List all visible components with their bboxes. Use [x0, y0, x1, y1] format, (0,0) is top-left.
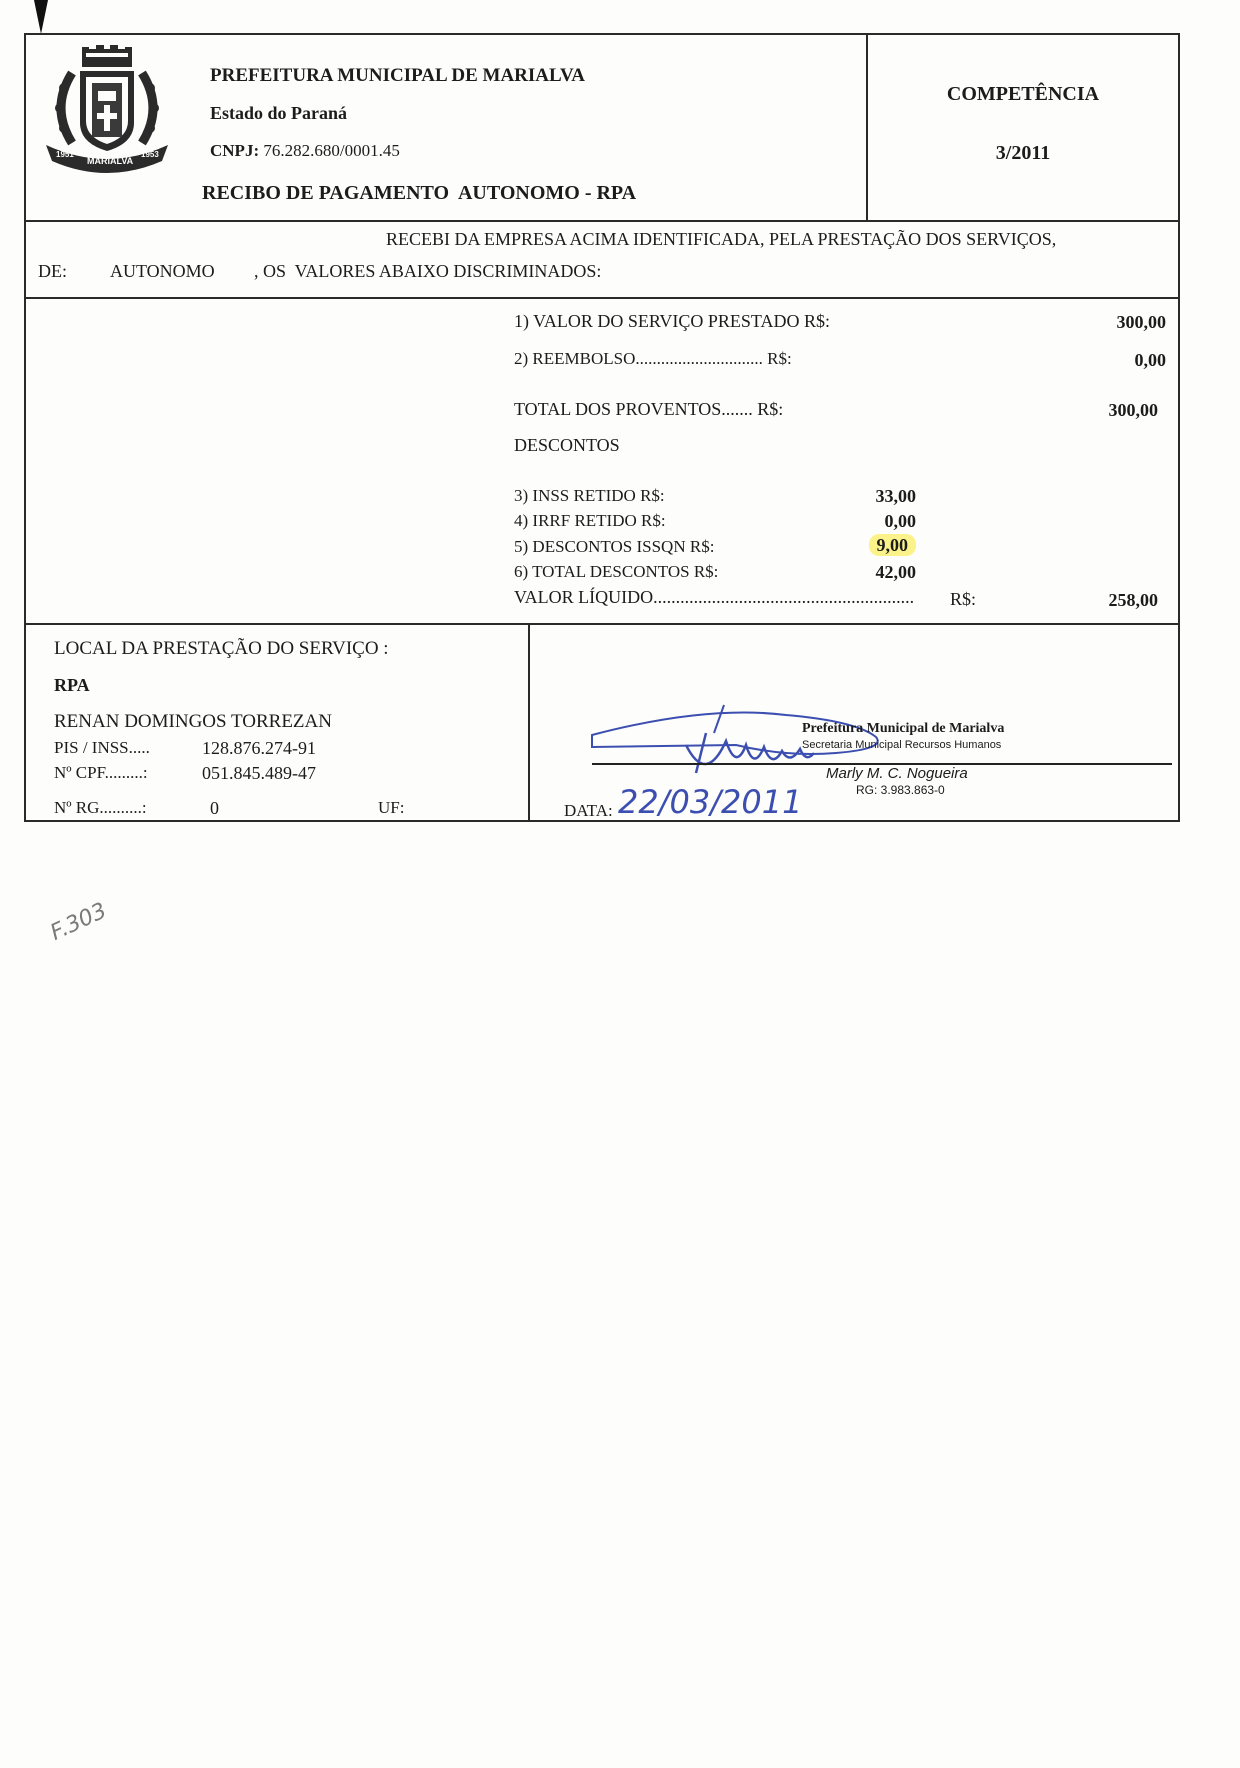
- issqn-label: 5) DESCONTOS ISSQN R$:: [514, 537, 715, 556]
- total-descontos-label: 6) TOTAL DESCONTOS R$:: [514, 562, 719, 581]
- data-value: 22/03/2011: [618, 783, 803, 821]
- liquido-label: VALOR LÍQUIDO..........................................................: [514, 587, 915, 607]
- municipal-coat-of-arms-icon: [42, 43, 172, 173]
- scan-mark: [34, 0, 48, 34]
- provider-divider: [528, 623, 530, 821]
- local-label: LOCAL DA PRESTAÇÃO DO SERVIÇO :: [54, 638, 389, 659]
- stamp-line-1: Prefeitura Municipal de Marialva: [802, 721, 1005, 736]
- issqn-value-wrap: [786, 535, 916, 556]
- total-proventos-label: TOTAL DOS PROVENTOS....... R$:: [514, 399, 784, 419]
- irrf-label: 4) IRRF RETIDO R$:: [514, 511, 666, 530]
- cnpj-value: 76.282.680/0001.45: [263, 141, 400, 160]
- stamp-line-2: Secretaria Municipal Recursos Humanos: [802, 739, 1002, 751]
- data-label: DATA:: [564, 801, 613, 820]
- logo-ribbon-text: MARIALVA: [87, 156, 134, 166]
- uf-label: UF:: [378, 798, 405, 817]
- liquido-currency: R$:: [950, 589, 977, 609]
- document-title: RECIBO DE PAGAMENTO AUTONOMO - RPA: [202, 182, 637, 204]
- descontos-heading: DESCONTOS: [514, 435, 620, 455]
- total-proventos-value: 300,00: [1108, 400, 1158, 420]
- receipt-form: [24, 33, 1180, 822]
- logo-year-right: 1953: [141, 150, 159, 159]
- statement-line-2: , OS VALORES ABAIXO DISCRIMINADOS:: [254, 261, 602, 281]
- org-name: PREFEITURA MUNICIPAL DE MARIALVA: [210, 65, 585, 86]
- statement-de-label: DE:: [38, 261, 67, 281]
- irrf-value: 0,00: [884, 511, 916, 531]
- cpf-label: Nº CPF.........:: [54, 763, 148, 782]
- servico-value: 300,00: [1116, 312, 1166, 332]
- cnpj: [210, 141, 400, 161]
- issqn-value: 9,00: [869, 534, 917, 556]
- competencia-value: 3/2011: [995, 142, 1051, 164]
- total-descontos-value: 42,00: [875, 562, 916, 582]
- header-bottom-border: [26, 220, 1178, 222]
- cnpj-label: CNPJ:: [210, 141, 260, 160]
- logo-year-left: 1951: [56, 150, 74, 159]
- statement-de-value: AUTONOMO: [110, 261, 215, 281]
- inss-value: 33,00: [875, 486, 916, 506]
- statement-bottom-border: [26, 297, 1178, 299]
- reembolso-label: 2) REEMBOLSO.............................. R$:: [514, 349, 792, 368]
- header-divider: [866, 35, 868, 220]
- pis-value: 128.876.274-91: [202, 738, 316, 758]
- signer-name: Marly M. C. Nogueira: [826, 765, 968, 782]
- signer-rg: RG: 3.983.863-0: [856, 783, 945, 797]
- inss-label: 3) INSS RETIDO R$:: [514, 486, 665, 505]
- logo: [42, 43, 172, 173]
- margin-note: F.303: [46, 898, 111, 946]
- local-value: RPA: [54, 675, 90, 695]
- rg-label: Nº RG..........:: [54, 798, 147, 817]
- cpf-value: 051.845.489-47: [202, 763, 316, 783]
- provider-name: RENAN DOMINGOS TORREZAN: [54, 711, 332, 732]
- pis-label: PIS / INSS.....: [54, 738, 150, 757]
- servico-label: 1) VALOR DO SERVIÇO PRESTADO R$:: [514, 311, 830, 331]
- statement-line-1: RECEBI DA EMPRESA ACIMA IDENTIFICADA, PELA PRESTAÇÃO DOS SERVIÇOS,: [386, 229, 1057, 249]
- values-bottom-border: [26, 623, 1178, 625]
- reembolso-value: 0,00: [1134, 350, 1166, 370]
- rg-value: 0: [210, 798, 219, 818]
- competencia-label: COMPETÊNCIA: [946, 83, 1100, 105]
- state-name: Estado do Paraná: [210, 103, 348, 123]
- liquido-value: 258,00: [1108, 590, 1158, 610]
